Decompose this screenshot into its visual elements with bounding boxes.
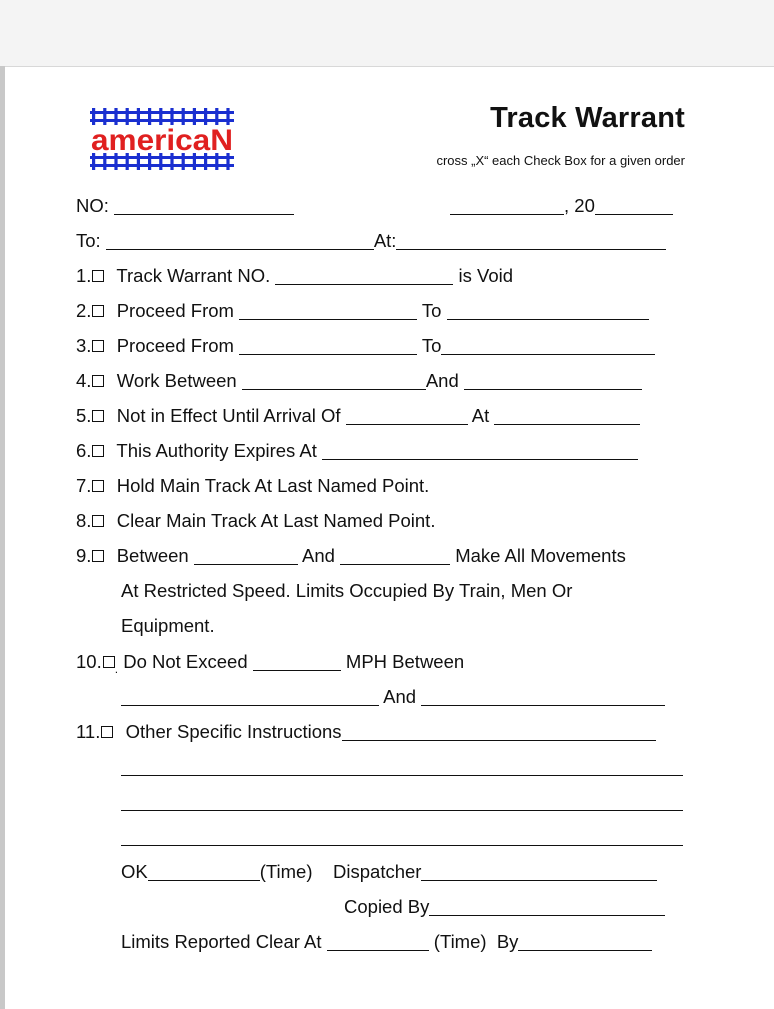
item-5-text-a: Not in Effect Until Arrival Of [116,405,341,426]
to-field[interactable] [106,231,374,250]
item-1-field[interactable] [275,266,453,285]
item-10-line-2 [121,686,665,708]
item-9-line-2: At Restricted Speed. Limits Occupied By Train, Men Or [121,580,573,601]
item-5-number: 5. [76,405,92,426]
item-10-number: 10. [76,651,102,672]
item-2-checkbox[interactable] [92,305,104,317]
logo-rail-tie [182,108,185,125]
logo-rail-tie [193,108,196,125]
item-11 [76,721,656,743]
item-10-and-field[interactable] [421,687,665,706]
to-label: To: [76,230,101,251]
number-line [76,195,294,217]
item-3-text-b: To [421,335,442,356]
item-3-number: 3. [76,335,92,356]
item-6-checkbox[interactable] [92,445,104,457]
item-7 [76,475,429,497]
item-5 [76,405,640,427]
instructions-line-3 [121,826,683,848]
instructions-line-2 [121,791,683,813]
item-5-arrival-field[interactable] [346,406,468,425]
at-field[interactable] [396,231,666,250]
warrant-number-field[interactable] [114,196,294,215]
item-10-text-c: And [383,686,417,707]
logo-rail-tie [215,108,218,125]
logo-rail-tie [92,108,95,125]
item-9-and-field[interactable] [340,546,450,565]
item-3-from-field[interactable] [239,336,417,355]
date-line [450,195,673,217]
item-3-to-field[interactable] [441,336,655,355]
item-4-number: 4. [76,370,92,391]
item-4-text-b: And [425,370,459,391]
date-field[interactable] [450,196,564,215]
item-3-text-a: Proceed From [116,335,234,356]
logo-rail-tie [137,108,140,125]
logo-rail-tie [170,108,173,125]
copied-by-line [344,896,665,918]
form-instructions: cross „X“ each Check Box for a given order [436,153,685,168]
form-title: Track Warrant [490,102,685,134]
item-8-text-a: Clear Main Track At Last Named Point. [116,510,436,531]
item-3 [76,335,655,357]
item-8 [76,510,435,532]
item-11-text-a: Other Specific Instructions [125,721,342,742]
limits-label: Limits Reported Clear At [121,931,322,952]
item-10-checkbox[interactable] [103,656,115,668]
item-4 [76,370,642,392]
item-1 [76,265,513,287]
dispatcher-label: Dispatcher [333,861,422,882]
item-9-text-a: Between [116,545,189,566]
item-1-checkbox[interactable] [92,270,104,282]
item-9-number: 9. [76,545,92,566]
item-5-checkbox[interactable] [92,410,104,422]
viewer-left-border [0,66,5,1009]
item-7-text-a: Hold Main Track At Last Named Point. [116,475,430,496]
item-9-line-3: Equipment. [121,615,215,636]
item-2-text-a: Proceed From [116,300,234,321]
item-2-from-field[interactable] [239,301,417,320]
item-11-checkbox[interactable] [101,726,113,738]
item-8-number: 8. [76,510,92,531]
logo-rail-tie [148,108,151,125]
item-7-checkbox[interactable] [92,480,104,492]
american-logo [88,108,236,174]
item-9-checkbox[interactable] [92,550,104,562]
item-6 [76,440,638,462]
item-2-to-field[interactable] [447,301,649,320]
copied-by-field[interactable] [429,897,665,916]
instructions-field-1[interactable] [121,757,683,776]
year-prefix: , 20 [564,195,595,216]
logo-rail-tie [114,108,117,125]
item-2 [76,300,649,322]
item-2-number: 2. [76,300,92,321]
item-11-field[interactable] [342,722,656,741]
dispatcher-field[interactable] [421,862,657,881]
page-edge [5,66,774,67]
item-7-number: 7. [76,475,92,496]
item-8-checkbox[interactable] [92,515,104,527]
by-label: By [496,931,519,952]
logo-rail-tie [226,108,229,125]
item-11-number: 11. [76,721,101,742]
to-at-line [76,230,666,252]
item-4-and-field[interactable] [464,371,642,390]
item-5-text-b: At [471,405,490,426]
logo-rail-tie [103,108,106,125]
item-9-text-c: Make All Movements [455,545,626,566]
no-label: NO: [76,195,109,216]
item-10-speed-field[interactable] [253,652,341,671]
copied-by-label: Copied By [344,896,430,917]
logo-rail-tie [159,108,162,125]
item-9 [76,545,626,567]
ok-label: OK [121,861,148,882]
limits-clear-line [121,931,652,953]
item-6-text-a: This Authority Expires At [116,440,317,461]
at-label: At: [373,230,397,251]
item-10-dot: . [114,662,119,676]
item-10 [76,651,464,680]
limits-time-field[interactable] [327,932,429,951]
item-9-text-b: And [301,545,335,566]
item-3-checkbox[interactable] [92,340,104,352]
logo-rail-tie [204,108,207,125]
item-4-between-field[interactable] [242,371,426,390]
year-field[interactable] [595,196,673,215]
viewer-toolbar [0,0,774,66]
item-1-text-b: is Void [458,265,514,286]
item-10-text-a: Do Not Exceed [123,651,248,672]
by-field[interactable] [518,932,652,951]
item-4-text-a: Work Between [116,370,237,391]
item-2-text-b: To [421,300,442,321]
item-6-number: 6. [76,440,92,461]
logo-text: americaN [91,124,233,157]
ok-time-field[interactable] [148,862,260,881]
logo-rail-tie [126,108,129,125]
time-label-1: (Time) [259,861,313,882]
item-1-number: 1. [76,265,92,286]
item-6-field[interactable] [322,441,638,460]
item-5-at-field[interactable] [494,406,640,425]
item-10-text-b: MPH Between [345,651,465,672]
item-10-between-field[interactable] [121,687,379,706]
item-9-between-field[interactable] [194,546,298,565]
item-4-checkbox[interactable] [92,375,104,387]
item-1-text-a: Track Warrant NO. [116,265,271,286]
instructions-field-3[interactable] [121,827,683,846]
ok-line [121,861,657,883]
time-label-2: (Time) [433,931,487,952]
instructions-field-2[interactable] [121,792,683,811]
instructions-line-1 [121,756,683,778]
